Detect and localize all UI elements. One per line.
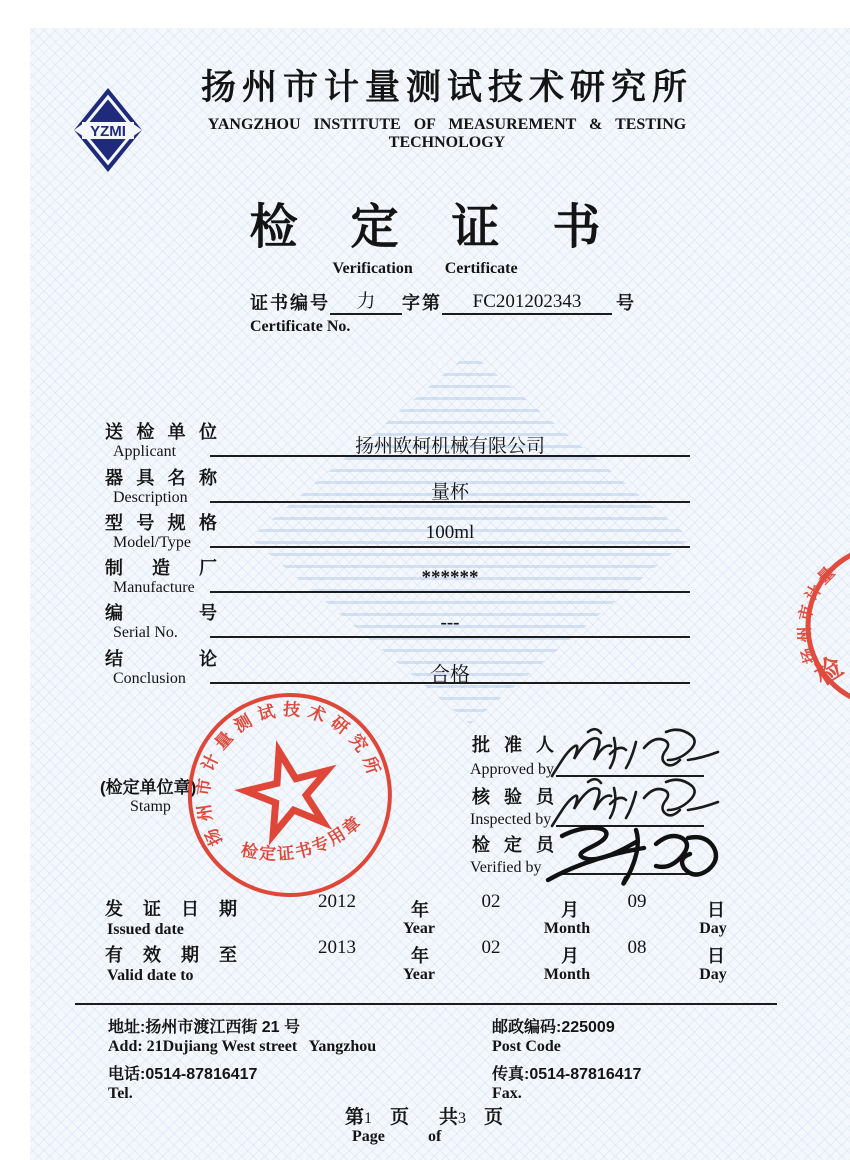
total-unit-cn: 页: [484, 1107, 504, 1128]
of-word-en: of: [428, 1128, 442, 1145]
document-title-en: Verification Certificate: [332, 260, 518, 277]
cert-no-prefix-value: 力: [330, 286, 402, 315]
date-month-value: 02: [481, 937, 501, 958]
field-label-en: Description: [113, 489, 188, 506]
date-label-en: Issued date: [107, 921, 184, 938]
footer-divider: [75, 1003, 777, 1005]
field-label-cn: 器具名称: [105, 468, 217, 488]
institute-name-en: YANGZHOU INSTITUTE OF MEASUREMENT & TESTING TECHNOLOGY: [207, 116, 687, 151]
footer-fax-cn: 传真:0514-87816417: [492, 1066, 642, 1083]
footer-address-cn: 地址:扬州市渡江西街 21 号: [108, 1019, 301, 1036]
date-label-cn: 发证日期: [105, 899, 237, 919]
cert-no-mid-label: 字第: [402, 293, 442, 313]
field-underline: [210, 546, 690, 548]
field-value: 量杯: [430, 482, 469, 503]
field-label-cn: 制造厂: [105, 558, 217, 578]
svg-text:检定证书专用章: [235, 809, 370, 875]
date-label-en: Valid date to: [107, 967, 194, 984]
signer-label-cn: 批准人: [472, 735, 554, 755]
svg-text:扬州市计量: [796, 560, 841, 666]
field-label-cn: 结论: [105, 649, 217, 669]
field-value: 100ml: [425, 522, 475, 543]
field-label-cn: 型号规格: [105, 513, 217, 533]
total-word-cn: 共: [439, 1107, 459, 1128]
edge-stamp-char: 检: [809, 651, 849, 692]
date-year-value: 2013: [318, 937, 356, 958]
day-unit-en: Day: [699, 920, 727, 937]
edge-stamp-arc-text: 扬州市计量: [796, 561, 842, 666]
cert-no-label-en: Certificate No.: [250, 318, 351, 335]
day-unit-en: Day: [699, 966, 727, 983]
stamp-bottom-text: 检定证书专用章: [239, 812, 366, 864]
footer-fax-en: Fax.: [492, 1085, 522, 1102]
month-unit-en: Month: [543, 966, 591, 983]
field-value: ---: [440, 612, 460, 633]
field-label-en: Manufacture: [113, 579, 195, 596]
field-underline: [210, 455, 690, 457]
month-unit-cn: 月: [561, 900, 579, 920]
stamp-ring-text: 扬州市计量测试技术研究所: [193, 699, 386, 849]
signer-label-en: Approved by: [470, 761, 554, 778]
date-day-value: 08: [627, 937, 647, 958]
edge-partial-stamp: [796, 538, 850, 716]
signer-label-en: Inspected by: [470, 811, 552, 828]
month-unit-en: Month: [543, 920, 591, 937]
field-value: ******: [421, 567, 479, 588]
date-label-cn: 有效期至: [105, 945, 237, 965]
field-underline: [210, 591, 690, 593]
year-unit-cn: 年: [411, 900, 429, 920]
footer-post-cn: 邮政编码:225009: [492, 1019, 615, 1036]
field-label-en: Model/Type: [113, 534, 191, 551]
month-unit-cn: 月: [561, 946, 579, 966]
field-label-cn: 编号: [105, 603, 217, 623]
date-year-value: 2012: [318, 891, 356, 912]
footer-tel-en: Tel.: [108, 1085, 133, 1102]
year-unit-cn: 年: [411, 946, 429, 966]
date-month-value: 02: [481, 891, 501, 912]
signature-verified: [540, 818, 740, 895]
institute-name-cn: 扬州市计量测试技术研究所: [200, 68, 693, 107]
document-title-cn: 检定证书: [249, 201, 654, 254]
year-unit-en: Year: [403, 920, 435, 937]
stamp-star-icon: [238, 741, 338, 838]
field-label-cn: 送检单位: [105, 422, 217, 442]
day-unit-cn: 日: [707, 900, 725, 920]
logo-text: YZMI: [90, 123, 126, 140]
stamp-label-cn: (检定单位章): [100, 778, 197, 797]
field-label-en: Applicant: [113, 443, 177, 460]
signer-label-cn: 检定员: [472, 835, 554, 855]
footer-tel-cn: 电话:0514-87816417: [108, 1066, 258, 1083]
cert-no-label-cn: 证书编号: [250, 293, 330, 313]
footer-post-en: Post Code: [492, 1038, 561, 1055]
page-word-en: Page: [352, 1128, 385, 1145]
page-word-cn: 第: [345, 1107, 365, 1128]
field-label-en: Serial No.: [113, 624, 178, 641]
date-day-value: 09: [627, 891, 647, 912]
pagination: [345, 1102, 503, 1129]
total-number: 3: [458, 1110, 467, 1127]
footer-address-en: Add: 21Dujiang West street Yangzhou: [108, 1038, 377, 1055]
day-unit-cn: 日: [707, 946, 725, 966]
signer-label-cn: 核验员: [472, 787, 554, 807]
field-underline: [210, 501, 690, 503]
field-label-en: Conclusion: [113, 670, 186, 687]
certificate-number-row: [250, 286, 634, 315]
cert-no-suffix-label: 号: [616, 293, 634, 313]
stamp-label-en: Stamp: [130, 798, 171, 815]
signer-label-en: Verified by: [470, 859, 542, 876]
page-unit-cn: 页: [390, 1107, 410, 1128]
field-underline: [210, 636, 690, 638]
page-number: 1: [364, 1110, 373, 1127]
year-unit-en: Year: [403, 966, 435, 983]
field-value: 合格: [430, 664, 470, 686]
yzmi-logo-icon: [74, 88, 142, 172]
field-underline: [210, 682, 690, 684]
cert-no-number: FC201202343: [442, 291, 612, 315]
field-value: 扬州欧柯机械有限公司: [354, 436, 545, 457]
